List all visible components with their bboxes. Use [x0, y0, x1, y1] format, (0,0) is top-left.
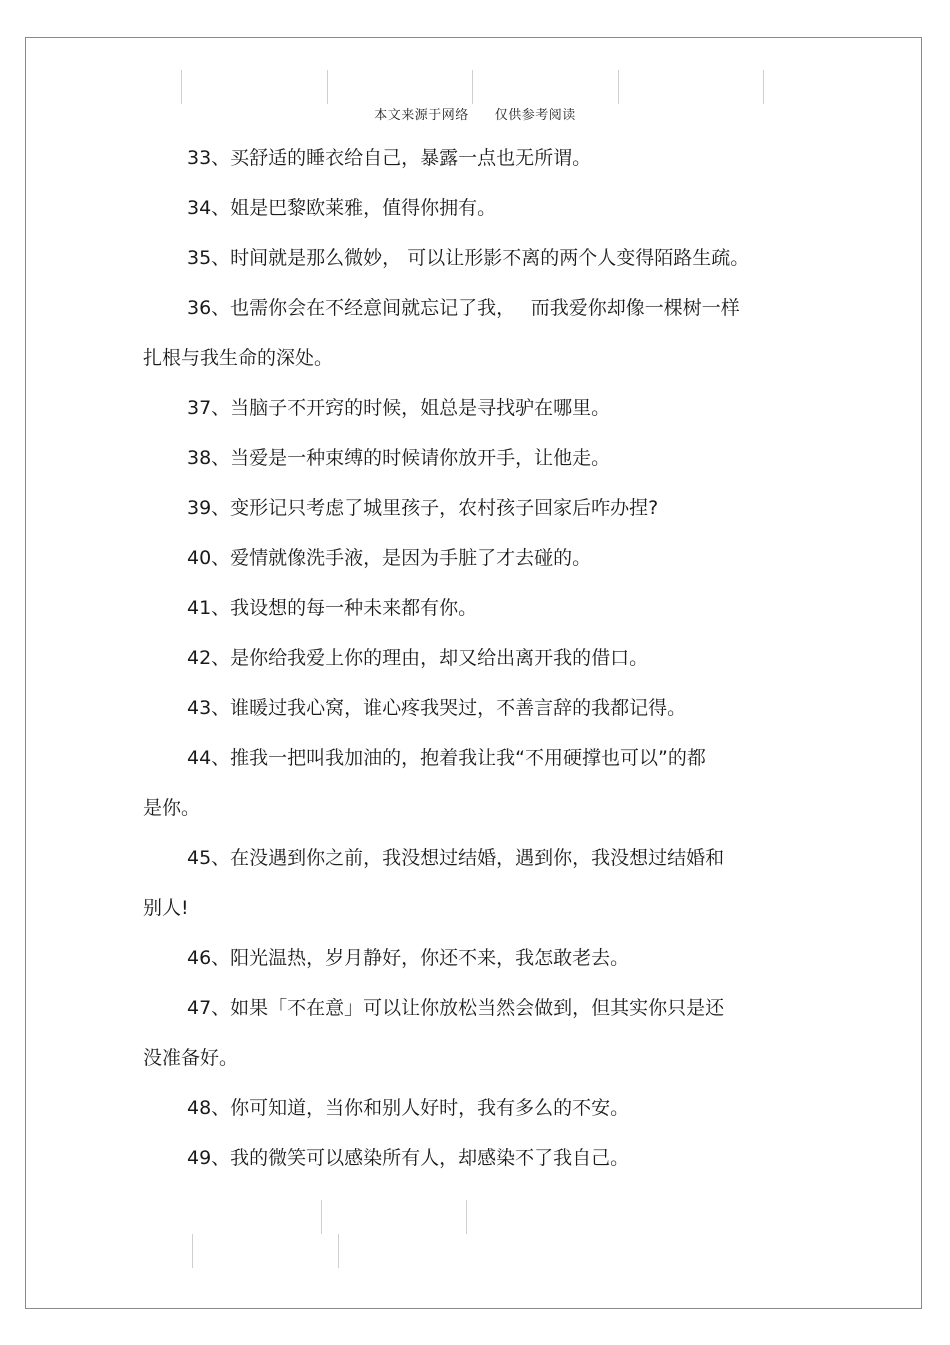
- quote-line: 48、你可知道，当你和别人好时，我有多么的不安。: [187, 1097, 630, 1119]
- source-note-right: 仅供参考阅读: [494, 108, 576, 123]
- quote-line: 39、变形记只考虑了城里孩子，农村孩子回家后咋办捏?: [187, 497, 659, 519]
- quote-line: 49、我的微笑可以感染所有人，却感染不了我自己。: [187, 1147, 630, 1169]
- quote-line: 40、爱情就像洗手液，是因为手脏了才去碰的。: [187, 547, 592, 569]
- footer-rule: [338, 1234, 339, 1268]
- header-rule: [327, 70, 328, 104]
- quote-line: 42、是你给我爱上你的理由，却又给出离开我的借口。: [187, 647, 649, 669]
- quote-line: 33、买舒适的睡衣给自己，暴露一点也无所谓。: [187, 147, 592, 169]
- quote-line-continuation: 别人!: [143, 897, 189, 919]
- quote-line-continuation: 是你。: [143, 797, 201, 819]
- source-note: [0, 104, 950, 123]
- quote-line: 45、在没遇到你之前，我没想过结婚，遇到你，我没想过结婚和: [187, 847, 725, 869]
- footer-rule: [192, 1234, 193, 1268]
- footer-rule: [466, 1200, 467, 1234]
- quote-line: 47、如果「不在意」可以让你放松当然会做到，但其实你只是还: [187, 997, 725, 1019]
- quote-line: 46、阳光温热，岁月静好，你还不来，我怎敢老去。: [187, 947, 630, 969]
- footer-rule: [321, 1200, 322, 1234]
- quote-list: [143, 133, 803, 1183]
- header-rule: [472, 70, 473, 104]
- quote-line: 38、当爱是一种束缚的时候请你放开手，让他走。: [187, 447, 611, 469]
- quote-line: 44、推我一把叫我加油的，抱着我让我“不用硬撑也可以”的都: [187, 747, 706, 769]
- quote-line: 43、谁暖过我心窝，谁心疼我哭过，不善言辞的我都记得。: [187, 697, 687, 719]
- header-rule: [181, 70, 182, 104]
- quote-line: 41、我设想的每一种未来都有你。: [187, 597, 478, 619]
- quote-line: 36、也需你会在不经意间就忘记了我， 而我爱你却像一棵树一样: [187, 297, 740, 319]
- quote-line-continuation: 没准备好。: [143, 1047, 239, 1069]
- quote-line: 34、姐是巴黎欧莱雅，值得你拥有。: [187, 197, 497, 219]
- source-note-left: 本文来源于网络: [374, 108, 469, 123]
- header-rule: [763, 70, 764, 104]
- header-rule: [618, 70, 619, 104]
- quote-line: 37、当脑子不开窍的时候，姐总是寻找驴在哪里。: [187, 397, 611, 419]
- quote-line-continuation: 扎根与我生命的深处。: [143, 347, 334, 369]
- quote-line: 35、时间就是那么微妙， 可以让形影不离的两个人变得陌路生疏。: [187, 247, 750, 269]
